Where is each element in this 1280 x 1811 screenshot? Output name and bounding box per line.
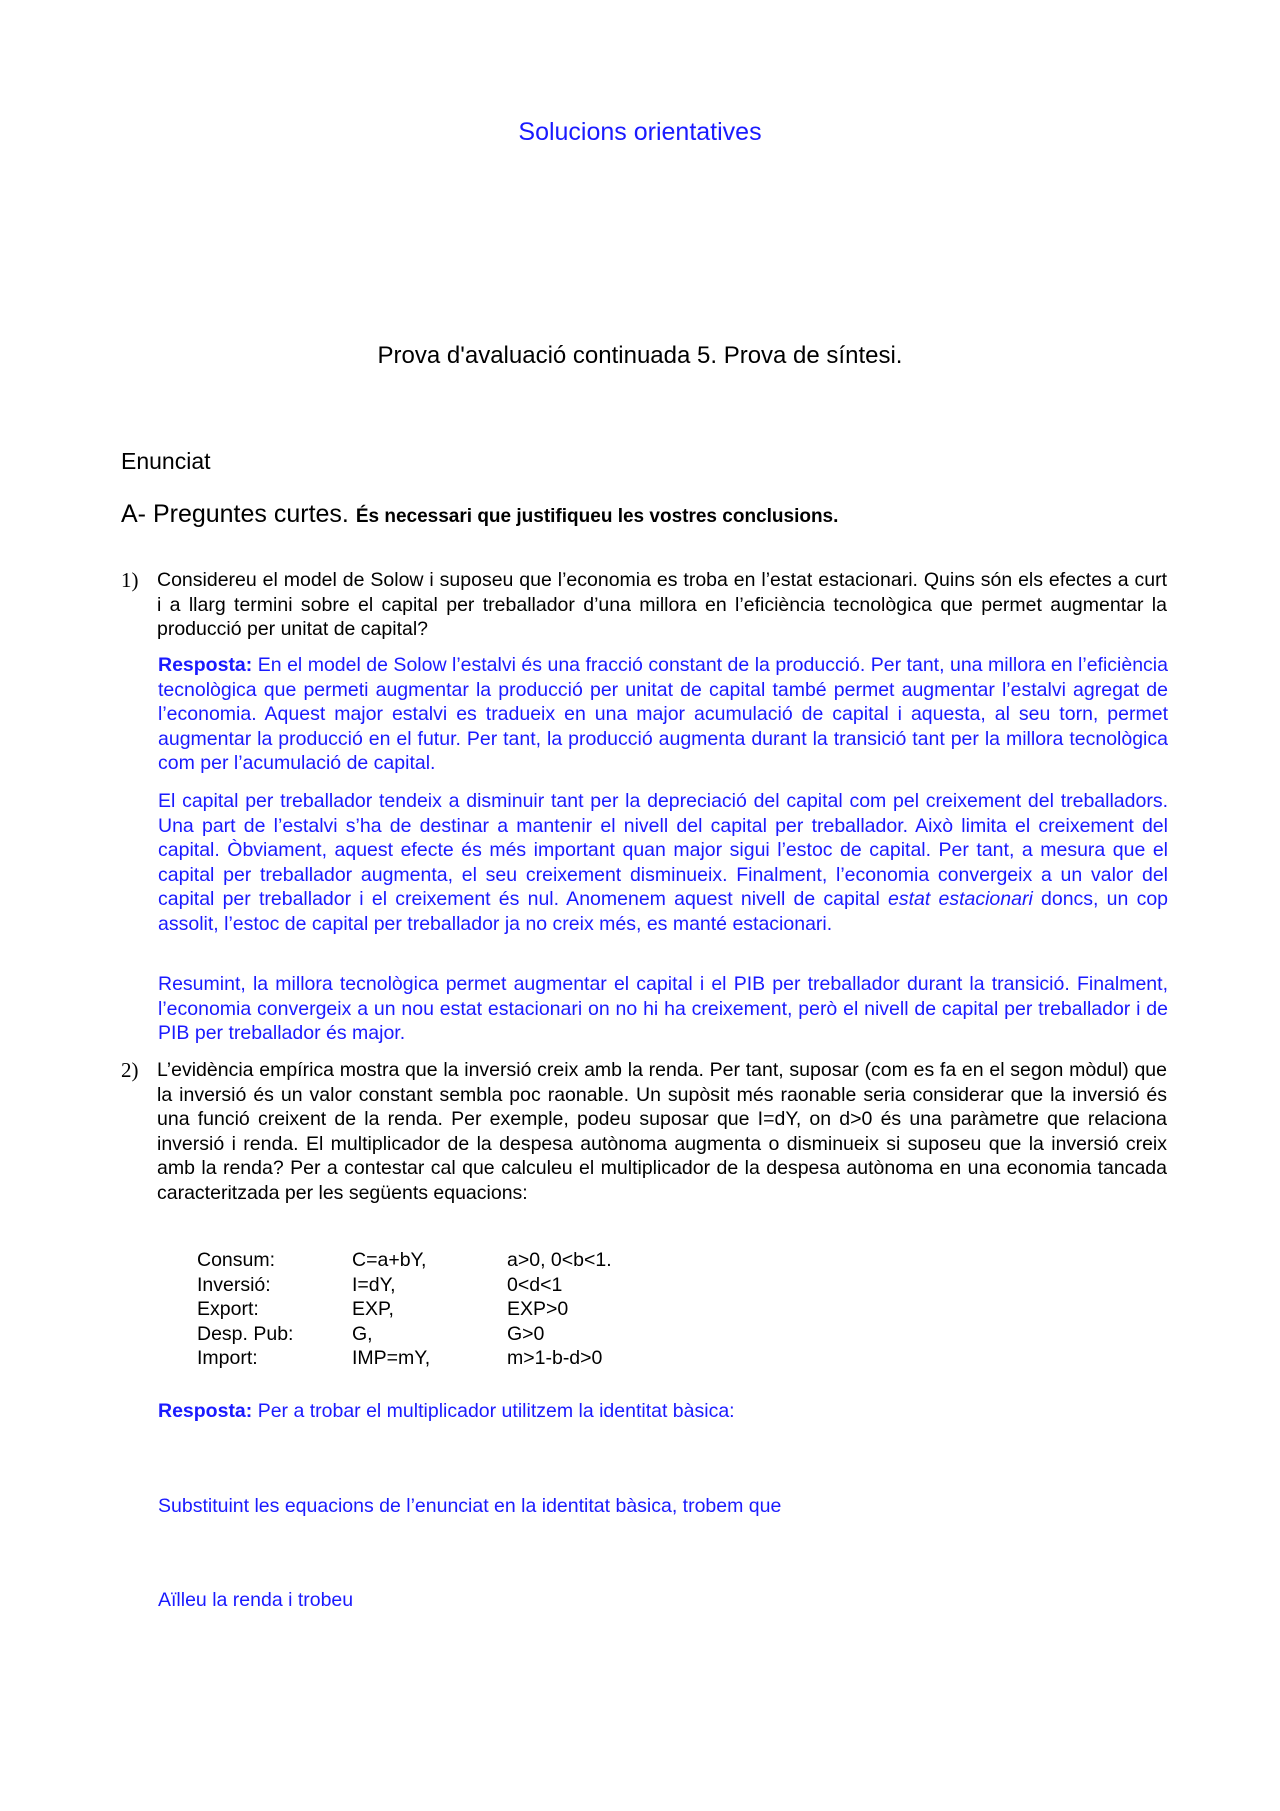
equation-condition: m>1-b-d>0 xyxy=(507,1347,603,1369)
equation-formula: C=a+bY, xyxy=(352,1249,427,1271)
answer-label: Resposta: xyxy=(158,1400,253,1422)
answer-label: Resposta: xyxy=(158,654,253,676)
question-2-text: L’evidència empírica mostra que la inversió creix amb la renda. Per tant, suposar (com es fa en el segon mòdul) que la inversió és un valor constant sembla poc raonable. Un supòsit més raonable seria considerar que la inversió és una funció creixent de la renda. Per exemple, podeu suposar que I=dY, on d>0 és una paràmetre que relaciona inversió i renda. El multiplicador de la despesa autònoma augmenta o disminueix si suposeu que la inversió creix amb la renda? Per a contestar cal que calculeu el multiplicador de la despesa autònoma en una economia tancada caracteritzada per les següents equacions: xyxy=(157,1059,1167,1204)
equation-row xyxy=(197,1322,612,1347)
question-1-answer-p2 xyxy=(158,789,1168,936)
equation-label: Export: xyxy=(197,1298,259,1320)
equation-condition: G>0 xyxy=(507,1322,545,1345)
equation-formula: G, xyxy=(352,1322,373,1345)
question-1-answer-p3: Resumint, la millora tecnològica permet augmentar el capital i el PIB per treballador durant la transició. Finalment, l’economia convergeix a un nou estat estacionari on no hi ha creixement, però el nivell de capital per treballador i de PIB per treballador és major. xyxy=(158,973,1168,1044)
equation-row xyxy=(197,1248,612,1273)
answer-text: Per a trobar el multiplicador utilitzem la identitat bàsica: xyxy=(257,1400,735,1422)
question-1-answer-p1 xyxy=(158,653,1168,776)
part-a-title: A- Preguntes curtes. xyxy=(121,500,349,528)
question-1-number: 1) xyxy=(121,568,139,592)
answer-italic-term: estat estacionari xyxy=(888,888,1033,910)
question-2-answer-intro xyxy=(158,1400,735,1423)
question-1-text: Considereu el model de Solow i suposeu que l’economia es troba en l’estat estacionari. Quins són els efectes a curt i a llarg termini sobre el capital per treballador d’una millora en l’eficiència tecnològica que permet augmentar la producció per unitat de capital? xyxy=(157,569,1167,640)
equation-label: Inversió: xyxy=(197,1273,271,1296)
equation-label: Desp. Pub: xyxy=(197,1322,294,1345)
equation-formula: I=dY, xyxy=(352,1273,396,1296)
equations-table xyxy=(197,1248,612,1371)
part-a-note: És necessari que justifiqueu les vostres conclusions. xyxy=(355,506,839,527)
equation-label: Import: xyxy=(197,1347,258,1369)
equation-condition: a>0, 0<b<1. xyxy=(507,1249,612,1271)
answer-text: En el model de Solow l’estalvi és una fracció constant de la producció. Per tant, una millora en l’eficiència tecnològica que permeti augmentar la producció per unitat de capital també permet augmentar l’estalvi agregat de l’economia. Aquest major estalvi es tradueix en una major acumulació de capital i aquesta, al seu torn, permet augmentar la producció en el futur. Per tant, la producció augmenta durant la transició tant per la millora tecnològica com per l’acumulació de capital. xyxy=(158,654,1168,774)
part-a-heading xyxy=(121,500,838,529)
equation-row xyxy=(197,1273,612,1298)
equation-label: Consum: xyxy=(197,1249,276,1271)
equation-row xyxy=(197,1346,612,1371)
question-2-answer-step3: Aïlleu la renda i trobeu xyxy=(158,1589,354,1611)
equation-formula: IMP=mY, xyxy=(352,1347,431,1369)
equation-condition: EXP>0 xyxy=(507,1298,569,1320)
answer-text: El capital per treballador tendeix a disminuir tant per la depreciació del capital com pel creixement del treballadors. Una part de l’estalvi s’ha de destinar a mantenir el nivell del capital per treballador. Això limita el creixement del capital. Òbviament, aquest efecte és més important quan major sigui l’estoc de capital. Per tant, a mesura que el capital per treballador augmenta, el seu creixement disminueix. Finalment, l’economia convergeix a un valor del capital per treballador i el creixement és nul. Anomenem aquest nivell de capital xyxy=(158,790,1168,910)
document-title: Prova d'avaluació continuada 5. Prova de síntesi. xyxy=(377,342,903,369)
equation-row xyxy=(197,1297,612,1322)
equation-formula: EXP, xyxy=(352,1298,394,1320)
answer-text: doncs, un cop assolit, l’estoc de capital per treballador ja no creix més, es manté estacionari. xyxy=(158,888,1169,935)
equation-condition: 0<d<1 xyxy=(507,1273,563,1296)
document-subtitle: Solucions orientatives xyxy=(518,118,762,146)
question-2-number: 2) xyxy=(121,1058,139,1082)
question-2-answer-step2: Substituint les equacions de l’enunciat en la identitat bàsica, trobem que xyxy=(158,1495,782,1517)
section-heading: Enunciat xyxy=(121,448,211,474)
